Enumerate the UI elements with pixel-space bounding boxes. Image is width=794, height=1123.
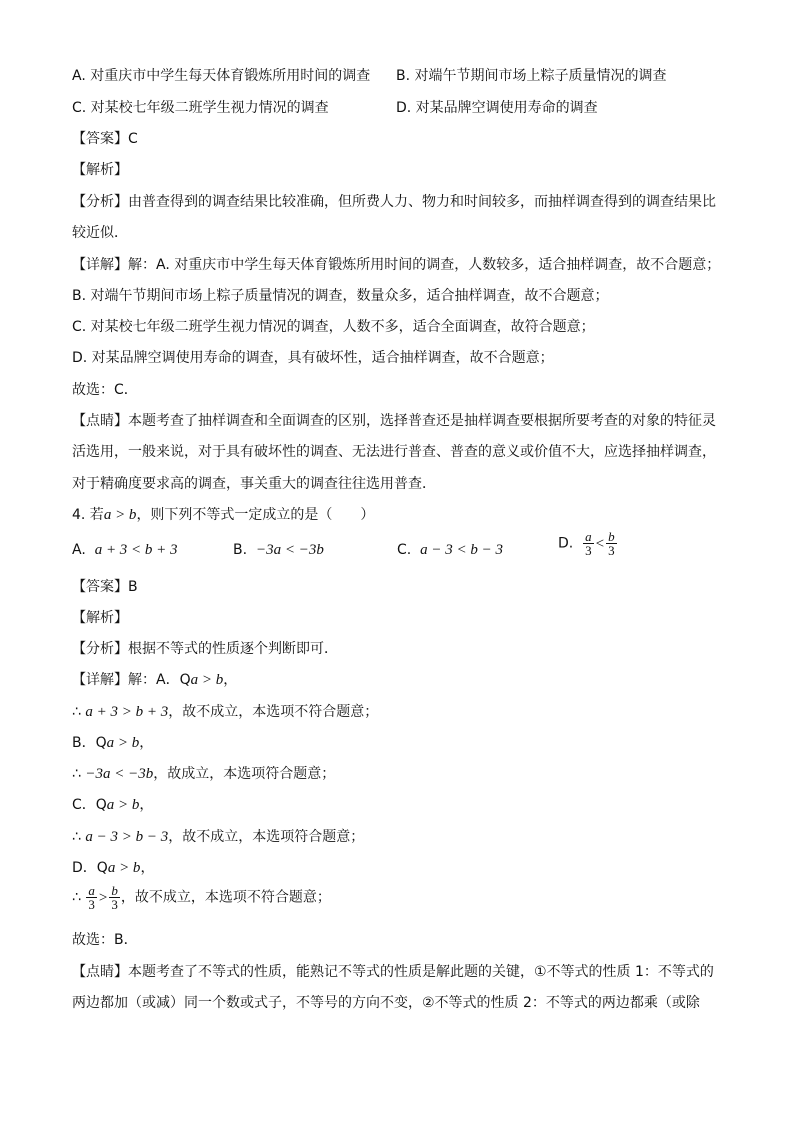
q3-review-line-2: 活选用，一般来说，对于具有破坏性的调查、无法进行普查、普查的意义或价值不大，应选择抽样调查，: [72, 444, 716, 460]
fraction-b-over-3: $\frac{b}{3}$: [111, 883, 118, 912]
q4-option-d: D. $\frac{a}{3}$ < $\frac{b}{3}$: [558, 529, 615, 558]
q4-option-c: C. a − 3 < b − 3: [397, 542, 504, 558]
q4-detail-b: ∴ −3a < −3b，故成立，本选项符合题意；: [72, 766, 336, 782]
q4-detail-b-head: B．Qa > b，: [72, 735, 154, 751]
q3-analysis-heading: 【解析】: [72, 162, 128, 178]
q4-fenxi: 【分析】根据不等式的性质逐个判断即可．: [72, 641, 338, 657]
q3-review-line-3: 对于精确度要求高的调查，事关重大的调查往往选用普查．: [72, 476, 436, 492]
q4-option-b: B. −3a < −3b: [233, 542, 324, 558]
fraction-a-over-3: $\frac{a}{3}$: [585, 529, 592, 558]
q4-review-line-1: 【点睛】本题考查了不等式的性质，能熟记不等式的性质是解此题的关键，①不等式的性质 1：不等式的: [72, 964, 714, 980]
q3-fenxi-line-1: 【分析】由普查得到的调查结果比较准确，但所费人力、物力和时间较多，而抽样调查得到的调查结果比: [72, 194, 716, 210]
q3-option-c: C. 对某校七年级二班学生视力情况的调查: [72, 100, 329, 116]
q3-option-b: B. 对端午节期间市场上粽子质量情况的调查: [396, 68, 667, 84]
q4-answer: 【答案】B: [72, 579, 138, 595]
q3-option-a: A. 对重庆市中学生每天体育锻炼所用时间的调查: [72, 68, 371, 84]
q4-detail-d: ∴ $\frac{a}{3}$ > $\frac{b}{3}$ ，故不成立，本选项不符合题意；: [72, 883, 331, 912]
q4-detail-a: ∴ a + 3 > b + 3，故不成立，本选项不符合题意；: [72, 704, 379, 720]
q4-detail-c: ∴ a − 3 > b − 3，故不成立，本选项符合题意；: [72, 829, 365, 845]
q4-review-line-2: 两边都加（或减）同一个数或式子，不等号的方向不变，②不等式的性质 2：不等式的两边都乘（或除: [72, 995, 700, 1011]
q4-analysis-heading: 【解析】: [72, 610, 128, 626]
q3-choose: 故选：C．: [72, 382, 138, 398]
q3-detail-line-4: D. 对某品牌空调使用寿命的调查，具有破坏性，适合抽样调查，故不合题意；: [72, 350, 554, 366]
q3-fenxi-line-2: 较近似．: [72, 225, 128, 241]
fraction-a-over-3: $\frac{a}{3}$: [88, 883, 95, 912]
q3-option-d: D. 对某品牌空调使用寿命的调查: [396, 100, 598, 116]
q3-answer: 【答案】C: [72, 131, 138, 147]
q4-detail-d-head: D．Qa > b，: [72, 860, 155, 876]
q3-review-line-1: 【点睛】本题考查了抽样调查和全面调查的区别，选择普查还是抽样调查要根据所要考查的对象的特征灵: [72, 413, 716, 429]
q4-choose: 故选：B．: [72, 932, 138, 948]
q3-detail-line-3: C. 对某校七年级二班学生视力情况的调查，人数不多，适合全面调查，故符合题意；: [72, 319, 595, 335]
q4-detail-a-head: 【详解】解：A．Qa > b，: [72, 672, 238, 688]
q4-stem: 4. 若a > b，则下列不等式一定成立的是（ ）: [72, 507, 375, 523]
fraction-b-over-3: $\frac{b}{3}$: [608, 529, 615, 558]
q4-option-a: A. a + 3 < b + 3: [72, 542, 178, 558]
q3-detail-line-1: 【详解】解：A. 对重庆市中学生每天体育锻炼所用时间的调查，人数较多，适合抽样调查，故不合题意；: [72, 257, 721, 273]
q3-detail-line-2: B. 对端午节期间市场上粽子质量情况的调查，数量众多，适合抽样调查，故不合题意；: [72, 288, 609, 304]
q4-detail-c-head: C．Qa > b，: [72, 797, 154, 813]
